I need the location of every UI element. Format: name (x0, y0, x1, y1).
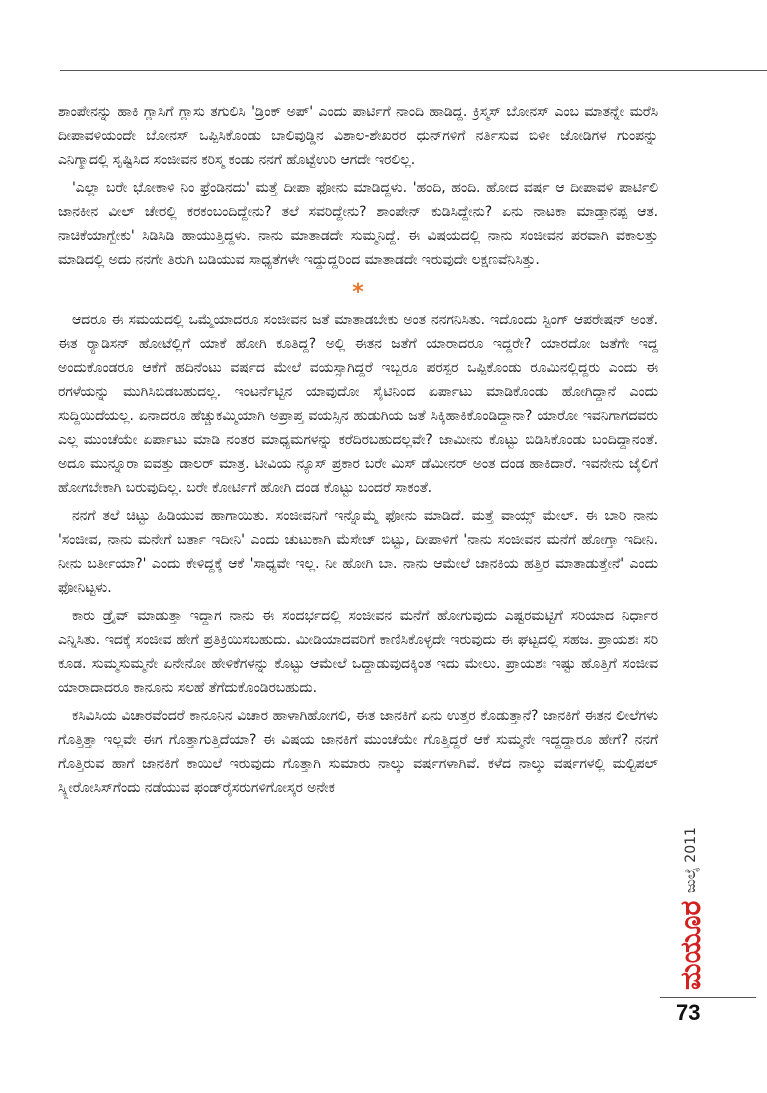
page-number-rule (660, 997, 756, 998)
paragraph: ಶಾಂಪೇನನ್ನು ಹಾಕಿ ಗ್ಲಾಸಿಗೆ ಗ್ಲಾಸು ತಗುಲಿಸಿ 'ಡ್ರಿಂಕ್ ಅಪ್' ಎಂದು ಪಾರ್ಟಿಗೆ ನಾಂದಿ ಹಾಡಿದ್ದ. ಕ್ರಿಸ್ಮಸ್ ಬೋನಸ್ ಎಂಬ ಮಾತನ್ನೇ ಮರೆಸಿ ದೀಪಾವಳಿಯಂದೇ ಬೋನಸ್ ಒಪ್ಪಿಸಿಕೊಂಡು ಬಾಲಿವುಡ್ಡಿನ ವಿಶಾಲ-ಶೇಖರರ ಧುನ್‌ಗಳಿಗೆ ನರ್ತಿಸುವ ಬಿಳೀ ಜೋಡಿಗಳ ಗುಂಪನ್ನು ಎನಿಗ್ಮಾದಲ್ಲಿ ಸೃಷ್ಟಿಸಿದ ಸಂಜೀವನ ಕರಿಸ್ಮ ಕಂಡು ನನಗೆ ಹೊಟ್ಟೆಉರಿ ಆಗದೇ ಇರಲಿಲ್ಲ. (58, 104, 658, 168)
paragraph: ನನಗೆ ತಲೆ ಚಿಟ್ಟು ಹಿಡಿಯುವ ಹಾಗಾಯಿತು. ಸಂಜೀವನಿಗೆ ಇನ್ನೊಮ್ಮೆ ಫೋನು ಮಾಡಿದೆ. ಮತ್ತೆ ವಾಯ್ಸ್ ಮೇಲ್. ಈ ಬಾರಿ ನಾನು 'ಸಂಜೀವ, ನಾನು ಮನೇಗೆ ಬರ್ತಾ ಇದೀನಿ' ಎಂದು ಚುಟುಕಾಗಿ ಮೆಸೇಜ್ ಬಿಟ್ಟು, ದೀಪಾಳಿಗೆ 'ನಾನು ಸಂಜೀವನ ಮನೆಗೆ ಹೋಗ್ತಾ ಇದೀನಿ. ನೀನು ಬರ್ತೀಯಾ?' ಎಂದು ಕೇಳಿದ್ದಕ್ಕೆ ಆಕೆ 'ಸಾಧ್ಯವೇ ಇಲ್ಲ. ನೀ ಹೋಗಿ ಬಾ. ನಾನು ಆಮೇಲೆ ಜಾನಕಿಯ ಹತ್ತಿರ ಮಾತಾಡುತ್ತೇನೆ' ಎಂದು ಫೋನಿಟ್ಟಳು. (58, 508, 658, 596)
article-body (58, 100, 658, 800)
paragraph: ಕಸಿವಿಸಿಯ ವಿಚಾರವೆಂದರೆ ಕಾನೂನಿನ ವಿಚಾರ ಹಾಳಾಗಿಹೋಗಲಿ, ಈತ ಜಾನಕಿಗೆ ಏನು ಉತ್ತರ ಕೊಡುತ್ತಾನೆ? ಜಾನಕಿಗೆ ಈತನ ಲೀಲೆಗಳು ಗೊತ್ತಿತ್ತಾ ಇಲ್ಲವೇ ಈಗ ಗೊತ್ತಾಗುತ್ತಿದೆಯಾ? ಈ ವಿಷಯ ಜಾನಕಿಗೆ ಮುಂಚೆಯೇ ಗೊತ್ತಿದ್ದರೆ ಆಕೆ ಸುಮ್ಮನೇ ಇದ್ದದ್ದಾರೂ ಹೇಗೆ? ನನಗೆ ಗೊತ್ತಿರುವ ಹಾಗೆ ಜಾನಕಿಗೆ ಕಾಯಿಲೆ ಇರುವುದು ಗೊತ್ತಾಗಿ ಸುಮಾರು ನಾಲ್ಕು ವರ್ಷಗಳಾಗಿವೆ. ಕಳೆದ ನಾಲ್ಕು ವರ್ಷಗಳಲ್ಲಿ ಮಲ್ಟಿಪಲ್ ಸ್ಕ್ಲೀರೋಸಿಸ್‌ಗೆಂದು ನಡೆಯುವ ಫಂಡ್‌ರೈಸರುಗಳಿಗೋಸ್ಕರ ಅನೇಕ (58, 708, 658, 796)
issue-date: ಜುಲೈ 2011 (683, 826, 699, 893)
magazine-logo (676, 795, 706, 990)
top-rule (60, 70, 767, 71)
paragraph: 'ಎಲ್ಲಾ ಬರೇ ಭೋಕಾಳಿ ನಿಂ ಫ್ರೆಂಡಿನದು' ಮತ್ತೆ ದೀಪಾ ಫೋನು ಮಾಡಿದ್ದಳು. 'ಹಂದಿ, ಹಂದಿ. ಹೋದ ವರ್ಷ ಆ ದೀಪಾವಳಿ ಪಾರ್ಟಿಲಿ ಜಾನಕೀನ ವೀಲ್ ಚೇರಲ್ಲಿ ಕರಕಂಬಂದಿದ್ದೇನು? ತಲೆ ಸವರಿದ್ದೇನು? ಶಾಂಪೇನ್ ಕುಡಿಸಿದ್ದೇನು? ಏನು ನಾಟಕಾ ಮಾಡ್ತಾನಪ್ಪ ಆತ. ನಾಚಿಕೆಯಾಗ್ಬೇಕು' ಸಿಡಿಸಿಡಿ ಹಾಯುತ್ತಿದ್ದಳು. ನಾನು ಮಾತಾಡದೇ ಸುಮ್ಮನಿದ್ದೆ. ಈ ವಿಷಯದಲ್ಲಿ ನಾನು ಸಂಜೀವನ ಪರವಾಗಿ ವಕಾಲತ್ತು ಮಾಡಿದಲ್ಲಿ ಅದು ನನಗೇ ತಿರುಗಿ ಬಡಿಯುವ ಸಾಧ್ಯತೆಗಳೇ ಇದ್ದುದ್ದರಿಂದ ಮಾತಾಡದೇ ಇರುವುದೇ ಲಕ್ಷಣವೆನಿಸಿತ್ತು. (58, 180, 658, 268)
margin-label (676, 795, 706, 990)
section-separator-asterisk: * (352, 280, 364, 305)
page-number: 73 (676, 1000, 701, 1025)
magazine-name: ಮಯೂರ (674, 900, 707, 990)
paragraph: ಕಾರು ಡ್ರೈವ್ ಮಾಡುತ್ತಾ ಇದ್ದಾಗ ನಾನು ಈ ಸಂದರ್ಭದಲ್ಲಿ ಸಂಜೀವನ ಮನೆಗೆ ಹೋಗುವುದು ಎಷ್ಟರಮಟ್ಟಿಗೆ ಸರಿಯಾದ ನಿರ್ಧಾರ ಎನ್ನಿಸಿತು. ಇದಕ್ಕೆ ಸಂಜೀವ ಹೇಗೆ ಪ್ರತಿಕ್ರಿಯಿಸಬಹುದು. ಮೀಡಿಯಾದವರಿಗೆ ಕಾಣಿಸಿಕೊಳ್ಳದೇ ಇರುವುದು ಈ ಘಟ್ಟದಲ್ಲಿ ಸಹಜ. ಪ್ರಾಯಶಃ ಸರಿ ಕೂಡ. ಸುಮ್ಮಸುಮ್ಮನೇ ಏನೇನೋ ಹೇಳಿಕೆಗಳನ್ನು ಕೊಟ್ಟು ಆಮೇಲೆ ಒದ್ದಾಡುವುದಕ್ಕಿಂತ ಇದು ಮೇಲು. ಪ್ರಾಯಶಃ ಇಷ್ಟು ಹೊತ್ತಿಗೆ ಸಂಜೀವ ಯಾರಾದಾದರೂ ಕಾನೂನು ಸಲಹೆ ತೆಗೆದುಕೊಂಡಿರಬಹುದು. (58, 608, 658, 696)
paragraph: ಆದರೂ ಈ ಸಮಯದಲ್ಲಿ ಒಮ್ಮೆಯಾದರೂ ಸಂಜೀವನ ಜತೆ ಮಾತಾಡಬೇಕು ಅಂತ ನನಗನಿಸಿತು. ಇದೊಂದು ಸ್ಟಿಂಗ್ ಆಪರೇಷನ್ ಅಂತೆ. ಈತ ರ‍್ಯಾಡಿಸನ್ ಹೋಟೆಲ್ಲಿಗೆ ಯಾಕೆ ಹೋಗಿ ಕೂತಿದ್ದ? ಅಲ್ಲಿ ಈತನ ಜತೆಗೆ ಯಾರಾದರೂ ಇದ್ದರೇ? ಯಾರದೋ ಜತೆಗೇ ಇದ್ದ ಅಂದುಕೊಂಡರೂ ಆಕೆಗೆ ಹದಿನೆಂಟು ವರ್ಷದ ಮೇಲೆ ವಯಸ್ಸಾಗಿದ್ದರೆ ಇಬ್ಬರೂ ಪರಸ್ಪರ ಒಪ್ಪಿಕೊಂಡು ರೂಮಿನಲ್ಲಿದ್ದರು ಎಂದು ಈ ರಗಳೆಯನ್ನು ಮುಗಿಸಿಬಿಡಬಹುದಲ್ಲ. ಇಂಟರ್ನೆಟ್ಟಿನ ಯಾವುದೋ ಸೈಟಿನಿಂದ ಏರ್ಪಾಟು ಮಾಡಿಕೊಂಡು ಹೋಗಿದ್ದಾನೆ ಎಂದು ಸುದ್ದಿಯಿದೆಯಲ್ಲ. ಏನಾದರೂ ಹೆಚ್ಚುಕಮ್ಮಿಯಾಗಿ ಅಪ್ರಾಪ್ತ ವಯಸ್ಸಿನ ಹುಡುಗಿಯ ಜತೆ ಸಿಕ್ಕಿಹಾಕಿಕೊಂಡಿದ್ದಾನಾ? ಯಾರೋ ಇವನಿಗಾಗದವರು ಎಲ್ಲ ಮುಂಚೆಯೇ ಏರ್ಪಾಟು ಮಾಡಿ ನಂತರ ಮಾಧ್ಯಮಗಳನ್ನು ಕರೆದಿರಬಹುದಲ್ಲವೇ? ಜಾಮೀನು ಕೊಟ್ಟು ಬಿಡಿಸಿಕೊಂಡು ಬಂದಿದ್ದಾನಂತೆ. ಅದೂ ಮುನ್ನೂರಾ ಐವತ್ತು ಡಾಲರ್ ಮಾತ್ರ. ಟೀವಿಯ ನ್ಯೂಸ್ ಪ್ರಕಾರ ಬರೇ ಮಿಸ್ ಡೆಮೀನರ್ ಅಂತ ದಂಡ ಹಾಕಿದಾರೆ. ಇವನೇನು ಜೈಲಿಗೆ ಹೋಗಬೇಕಾಗಿ ಬರುವುದಿಲ್ಲ. ಬರೇ ಕೋರ್ಟಿಗೆ ಹೋಗಿ ದಂಡ ಕೊಟ್ಟು ಬಂದರೆ ಸಾಕಂತೆ. (58, 312, 658, 496)
